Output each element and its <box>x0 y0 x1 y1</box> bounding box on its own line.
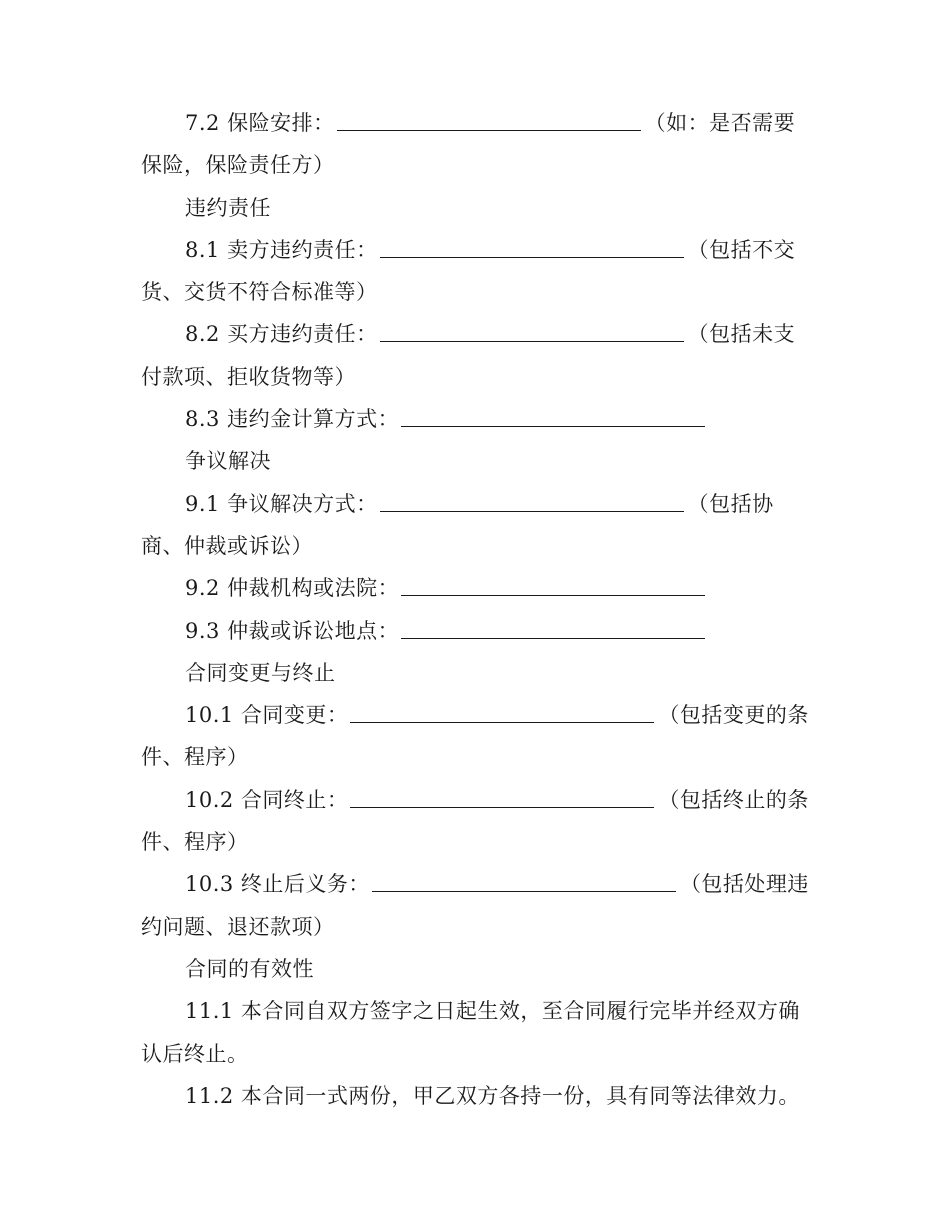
fill-in-blank[interactable] <box>380 321 684 342</box>
clause-10-2 <box>141 779 809 821</box>
clause-10-3 <box>141 863 809 905</box>
clause-note: （如：是否需要 <box>644 111 796 135</box>
clause-11-1-continued: 认后终止。 <box>141 1041 249 1066</box>
clause-7-2-continued <box>141 144 806 186</box>
fill-in-blank[interactable] <box>380 491 684 512</box>
clause-label: 8.1 卖方违约责任： <box>185 237 378 262</box>
clause-label: 8.3 违约金计算方式： <box>185 407 400 432</box>
clause-label: 8.2 买方违约责任： <box>185 322 378 347</box>
clause-label: 9.2 仲裁机构或法院： <box>185 576 400 601</box>
clause-note: 件、程序） <box>141 745 249 770</box>
fill-in-blank[interactable] <box>401 618 705 639</box>
clause-9-2 <box>141 567 806 609</box>
clause-10-1-continued <box>141 736 806 778</box>
clause-7-2 <box>141 102 806 144</box>
section-heading-change: 合同变更与终止 <box>185 660 336 685</box>
clause-8-1 <box>141 229 806 271</box>
clause-note: 货、交货不符合标准等） <box>141 280 378 305</box>
clause-label: 9.1 争议解决方式： <box>185 491 378 516</box>
fill-in-blank[interactable] <box>380 237 684 258</box>
section-heading-breach: 违约责任 <box>185 195 271 220</box>
clause-9-1-continued <box>141 525 806 567</box>
section-heading-validity: 合同的有效性 <box>185 956 314 981</box>
clause-9-1 <box>141 483 806 525</box>
clause-11-1: 11.1 本合同自双方签字之日起生效，至合同履行完毕并经双方确 <box>185 999 800 1024</box>
clause-8-2-continued <box>141 356 806 398</box>
clause-note: （包括终止的条 <box>658 787 809 812</box>
clause-11-2: 11.2 本合同一式两份，甲乙双方各持一份，具有同等法律效力。 <box>185 1083 800 1108</box>
fill-in-blank[interactable] <box>350 787 654 808</box>
clause-note: （包括未支 <box>687 322 796 347</box>
clause-note: （包括不交 <box>687 237 796 262</box>
clause-8-2 <box>141 313 806 355</box>
clause-note: （包括协 <box>687 491 774 516</box>
clause-note: 商、仲裁或诉讼） <box>141 533 313 558</box>
clause-8-3 <box>141 398 806 440</box>
clause-8-1-continued <box>141 271 806 313</box>
clause-label: 10.1 合同变更： <box>185 703 349 728</box>
clause-10-2-continued <box>141 821 806 863</box>
clause-10-3-continued <box>141 906 806 948</box>
fill-in-blank[interactable] <box>401 406 705 427</box>
clause-note: 保险，保险责任方） <box>141 153 335 178</box>
clause-label: 7.2 保险安排： <box>185 111 335 135</box>
clause-10-1 <box>141 694 809 736</box>
contract-body <box>141 102 809 1117</box>
clause-label: 10.2 合同终止： <box>185 787 349 812</box>
clause-9-3 <box>141 610 806 652</box>
fill-in-blank[interactable] <box>350 702 654 723</box>
clause-note: 付款项、拒收货物等） <box>141 364 356 389</box>
fill-in-blank[interactable] <box>372 871 676 892</box>
clause-note: 件、程序） <box>141 830 249 855</box>
section-heading-dispute: 争议解决 <box>185 449 271 474</box>
clause-label: 9.3 仲裁或诉讼地点： <box>185 618 400 643</box>
clause-label: 10.3 终止后义务： <box>185 872 370 897</box>
clause-note: （包括处理违 <box>679 872 809 897</box>
fill-in-blank[interactable] <box>337 110 641 131</box>
clause-note: 约问题、退还款项） <box>141 914 335 939</box>
clause-note: （包括变更的条 <box>658 703 809 728</box>
fill-in-blank[interactable] <box>401 575 705 596</box>
